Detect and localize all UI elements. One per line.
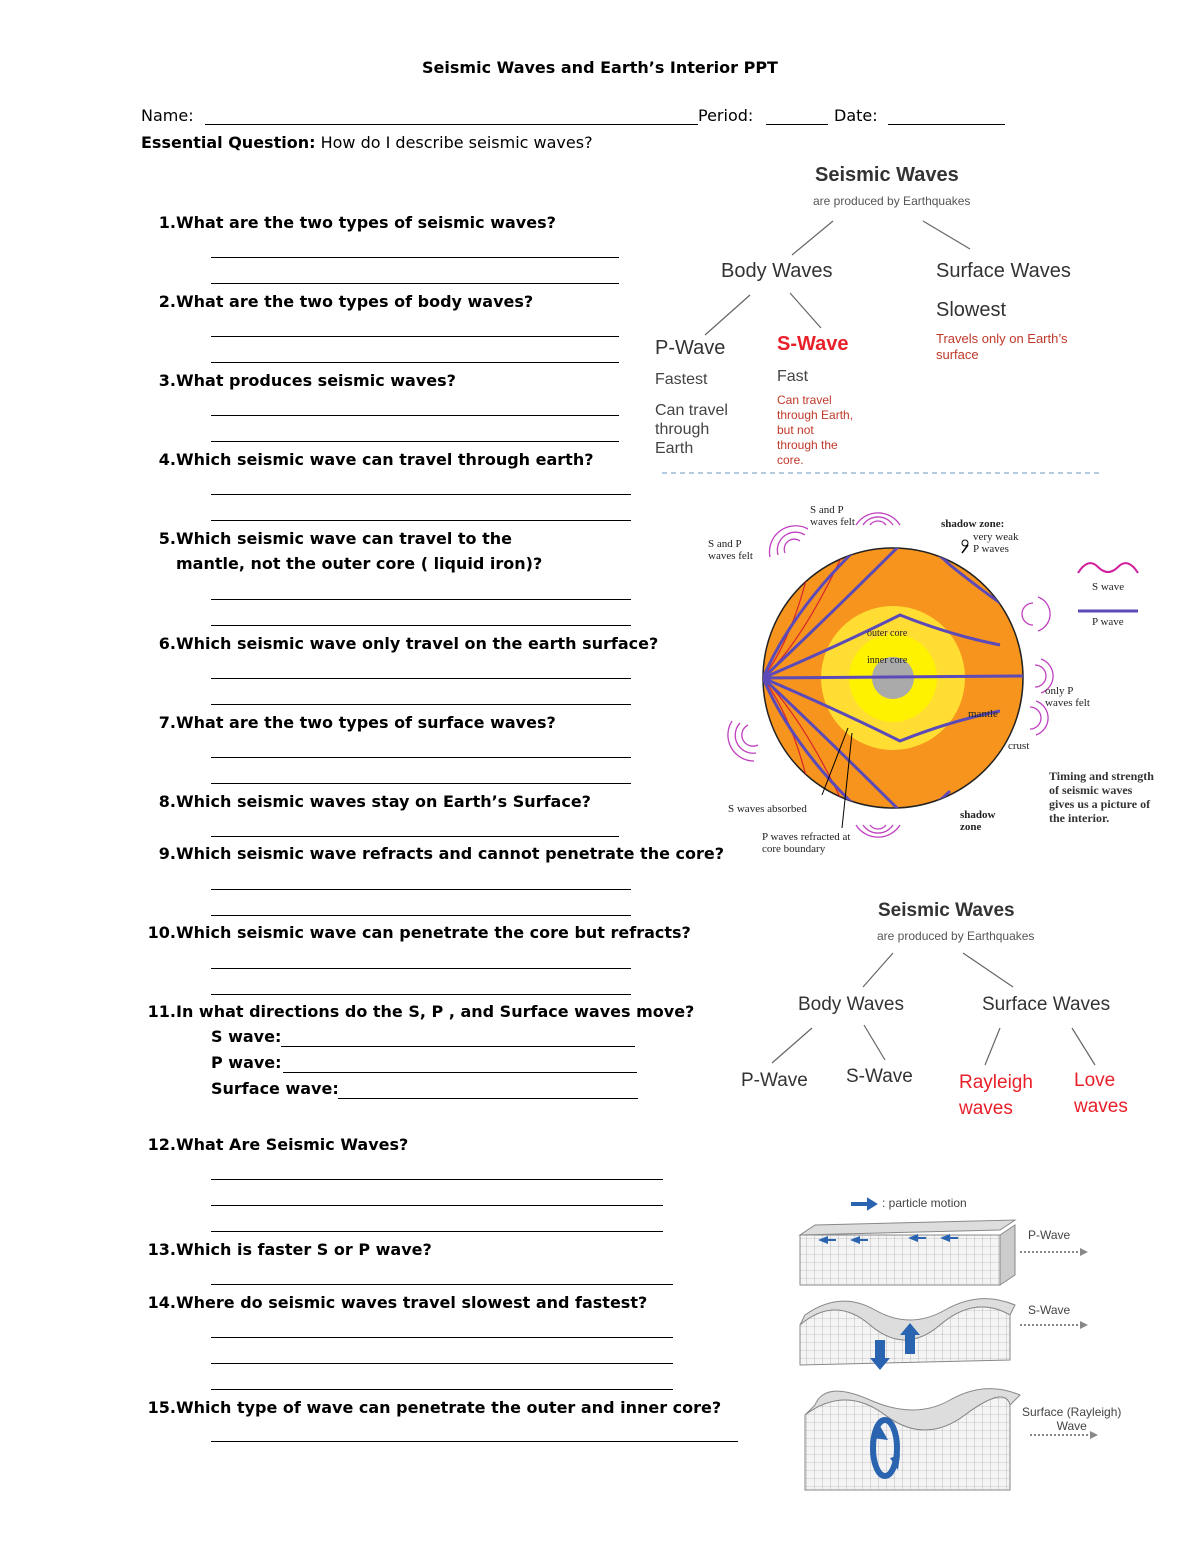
seismic-waves-diagram-1 (640, 155, 1120, 485)
period-field[interactable] (766, 124, 828, 125)
label-line: only P (1045, 685, 1074, 697)
question-number: 5. (158, 529, 176, 548)
answer-line[interactable] (211, 625, 631, 626)
answer-line[interactable] (211, 494, 631, 495)
diagram-1-p-desc (655, 401, 728, 458)
label-line: Surface (Rayleigh) (1022, 1405, 1122, 1419)
answer-line[interactable] (211, 441, 619, 442)
p-wave-answer[interactable] (283, 1072, 637, 1073)
diagram-1-body-waves: Body Waves (721, 260, 833, 282)
question-number: 11. (147, 1002, 176, 1021)
answer-line[interactable] (211, 1441, 738, 1442)
question-text: What are the two types of body waves? (176, 292, 534, 311)
diagram-2-s-wave: S-Wave (846, 1066, 913, 1087)
name-field[interactable] (205, 124, 698, 125)
diagram-1-p-wave: P-Wave (655, 337, 726, 359)
question-text: Which seismic wave only travel on the earth surface? (176, 634, 659, 653)
question-text: Which type of wave can penetrate the outer and inner core? (176, 1398, 722, 1417)
label-line: shadow (960, 809, 996, 821)
diagram-1-fastest: Fastest (655, 371, 708, 388)
s-desc-line: but not (777, 423, 814, 437)
answer-line[interactable] (211, 704, 631, 705)
answer-line[interactable] (211, 599, 631, 600)
question-number: 8. (158, 792, 176, 811)
label-line: waves felt (708, 550, 753, 562)
outer-core-label: outer core (867, 628, 908, 639)
diagram-1-title: Seismic Waves (815, 164, 959, 186)
period-label: Period: (698, 106, 754, 125)
diagram-1-s-wave: S-Wave (777, 333, 849, 355)
question-text: What Are Seismic Waves? (176, 1135, 409, 1154)
label-line: Love (1074, 1070, 1116, 1091)
label-line: very weak (973, 531, 1019, 543)
s-and-p-left-label (708, 538, 753, 562)
s-wave-label: S wave: (211, 1027, 282, 1046)
label-line: S and P (708, 538, 742, 550)
answer-line[interactable] (211, 362, 619, 363)
diagram-1-surface-desc-1: Travels only on Earth’s (936, 331, 1068, 346)
shadow-zone-label: shadow zone: (941, 518, 1005, 530)
p-wave-legend-label: P wave (1092, 616, 1124, 628)
diagram-1-subtitle: are produced by Earthquakes (813, 194, 971, 208)
question-number: 3. (158, 371, 176, 390)
essential-question (141, 133, 593, 152)
answer-line[interactable] (211, 889, 631, 890)
answer-line[interactable] (211, 520, 631, 521)
diagram-1-s-desc (777, 393, 853, 468)
p-waves-refracted-label (762, 831, 850, 855)
s-wave-answer[interactable] (281, 1046, 635, 1047)
diagram-2-p-wave: P-Wave (741, 1070, 808, 1091)
question-number: 13. (147, 1240, 176, 1259)
answer-line[interactable] (211, 968, 631, 969)
label-line: the interior. (1049, 811, 1110, 825)
answer-line[interactable] (211, 1337, 673, 1338)
diagram-2-title: Seismic Waves (878, 900, 1015, 921)
question-number: 9. (158, 844, 176, 863)
s-wave-legend-symbol (1078, 563, 1138, 573)
answer-line[interactable] (211, 1231, 663, 1232)
very-weak-p-label (973, 531, 1019, 555)
motion-s-wave-label: S-Wave (1028, 1303, 1071, 1317)
date-field[interactable] (888, 124, 1005, 125)
seismic-waves-diagram-2 (730, 895, 1160, 1125)
label-line: waves felt (1045, 697, 1090, 709)
question-text: Which seismic wave can travel to the (176, 529, 513, 548)
surface-wave-label: Surface wave: (211, 1079, 339, 1098)
answer-line[interactable] (211, 783, 631, 784)
question-number: 12. (147, 1135, 176, 1154)
essential-question-text: How do I describe seismic waves? (320, 133, 593, 152)
s-desc-line: through the (777, 438, 838, 452)
label-line: waves (959, 1098, 1013, 1119)
surface-wave-answer[interactable] (338, 1098, 638, 1099)
date-label: Date: (834, 106, 878, 125)
only-p-label (1045, 685, 1090, 709)
label-line: waves felt (810, 516, 855, 528)
label-line: Timing and strength (1049, 769, 1154, 783)
answer-line[interactable] (211, 257, 619, 258)
s-desc-line: core. (777, 453, 804, 467)
particle-motion-legend: : particle motion (882, 1196, 967, 1210)
p-desc-line: Earth (655, 440, 694, 457)
answer-line[interactable] (211, 1179, 663, 1180)
s-waves-absorbed-label: S waves absorbed (728, 803, 807, 815)
p-wave-path (763, 676, 1023, 678)
answer-line[interactable] (211, 836, 619, 837)
inner-core-label: inner core (867, 655, 908, 666)
question-number: 14. (147, 1293, 176, 1312)
answer-line[interactable] (211, 994, 631, 995)
question-number: 6. (158, 634, 176, 653)
answer-line[interactable] (211, 1389, 673, 1390)
motion-surface-wave-label (1022, 1405, 1121, 1433)
question-number: 15. (147, 1398, 176, 1417)
particle-motion-graphic (790, 1190, 1150, 1500)
question-text: Where do seismic waves travel slowest and fastest? (176, 1293, 648, 1312)
timing-note (1049, 769, 1154, 825)
label-line: waves (1074, 1096, 1128, 1117)
shadow-bottom-label (960, 809, 995, 833)
question-text: Which seismic wave refracts and cannot penetrate the core? (176, 844, 725, 863)
p-desc-line: through (655, 421, 710, 438)
motion-p-wave-label: P-Wave (1028, 1228, 1071, 1242)
particle-motion-diagram (790, 1190, 1150, 1500)
question-text: What are the two types of surface waves? (176, 713, 556, 732)
answer-line[interactable] (211, 678, 631, 679)
label-line: Wave (1056, 1419, 1087, 1433)
s-wave-legend-label: S wave (1092, 581, 1125, 593)
question-text: In what directions do the S, P , and Surface waves move? (176, 1002, 695, 1021)
label-line: Rayleigh (959, 1072, 1033, 1093)
question-text: What produces seismic waves? (176, 371, 456, 390)
diagram-1-surface-desc-2: surface (936, 347, 979, 362)
question-number: 10. (147, 923, 176, 942)
answer-line[interactable] (211, 1363, 673, 1364)
s-and-p-top-label (810, 504, 855, 528)
diagram-1-slowest: Slowest (936, 299, 1007, 321)
label-line: of seismic waves (1049, 783, 1133, 797)
page-title: Seismic Waves and Earth’s Interior PPT (422, 58, 778, 77)
diagram-2-surface-waves: Surface Waves (982, 994, 1111, 1015)
particle-motion-arrow-icon (852, 1199, 876, 1209)
answer-line[interactable] (211, 915, 631, 916)
love-waves-label (1074, 1068, 1128, 1120)
question-text: Which seismic waves stay on Earth’s Surface? (176, 792, 591, 811)
label-line: P waves (973, 543, 1009, 555)
s-desc-line: Can travel (777, 393, 832, 407)
answer-line[interactable] (211, 1205, 663, 1206)
answer-line[interactable] (211, 336, 619, 337)
answer-line[interactable] (211, 757, 631, 758)
diagram-1-fast: Fast (777, 368, 809, 385)
question-number: 7. (158, 713, 176, 732)
s-desc-line: through Earth, (777, 408, 854, 422)
question-text: Which seismic wave can travel through earth? (176, 450, 594, 469)
label-line: zone (960, 821, 982, 833)
answer-line[interactable] (211, 1284, 673, 1285)
diagram-2-body-waves: Body Waves (798, 994, 904, 1015)
p-desc-line: Can travel (655, 402, 728, 419)
question-text: What are the two types of seismic waves? (176, 213, 556, 232)
answer-line[interactable] (211, 415, 619, 416)
diagram-2-subtitle: are produced by Earthquakes (877, 929, 1035, 943)
answer-line[interactable] (211, 283, 619, 284)
label-line: core boundary (762, 843, 826, 855)
name-label: Name: (141, 106, 194, 125)
earth-interior-diagram (700, 495, 1170, 865)
essential-question-label: Essential Question: (141, 133, 316, 152)
question-text: Which seismic wave can penetrate the core but refracts? (176, 923, 691, 942)
question-number: 4. (158, 450, 176, 469)
label-line: gives us a picture of (1049, 797, 1151, 811)
question-text: mantle, not the outer core ( liquid iron)? (176, 554, 543, 573)
label-line: S and P (810, 504, 844, 516)
diagram-1-surface-waves: Surface Waves (936, 260, 1071, 282)
p-wave-block (800, 1235, 1000, 1285)
crust-label: crust (1008, 740, 1030, 752)
label-line: P waves refracted at (762, 831, 851, 843)
rayleigh-waves-label (959, 1070, 1033, 1122)
p-wave-label: P wave: (211, 1053, 282, 1072)
mantle-label: mantle (968, 708, 998, 720)
question-number: 2. (158, 292, 176, 311)
question-text: Which is faster S or P wave? (176, 1240, 432, 1259)
question-number: 1. (158, 213, 176, 232)
